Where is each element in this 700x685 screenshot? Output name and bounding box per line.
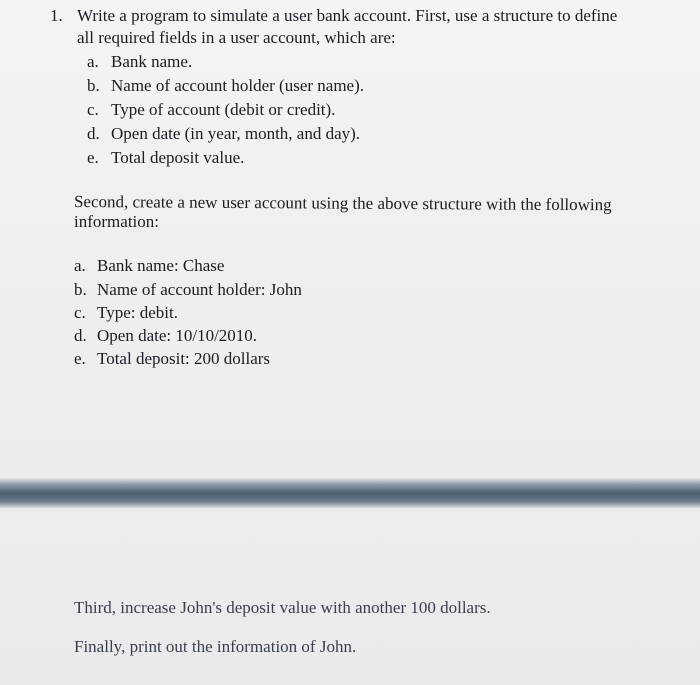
- field-item-open-date: Open date (in year, month, and day).: [111, 124, 361, 143]
- account-letter-d: d.: [74, 326, 87, 345]
- field-item-total-deposit: Total deposit value.: [111, 148, 245, 167]
- account-letter-a: a.: [74, 256, 86, 275]
- account-letter-c: c.: [74, 303, 86, 322]
- field-item-bank-name: Bank name.: [111, 52, 193, 71]
- account-item-total-deposit: Total deposit: 200 dollars: [97, 349, 271, 368]
- lower-page-section: [0, 508, 700, 685]
- account-letter-b: b.: [74, 280, 87, 299]
- second-instruction-line-1: Second, create a new user account using the above structure with the following: [73, 192, 612, 215]
- field-item-account-type: Type of account (debit or credit).: [111, 100, 336, 119]
- field-letter-e: e.: [87, 148, 99, 167]
- account-item-bank-name: Bank name: Chase: [97, 256, 225, 275]
- field-letter-b: b.: [87, 76, 100, 95]
- account-item-open-date: Open date: 10/10/2010.: [97, 326, 258, 345]
- question-intro-line-2: all required fields in a user account, which are:: [77, 28, 396, 47]
- account-item-holder: Name of account holder: John: [97, 280, 302, 299]
- question-number: 1.: [50, 6, 63, 25]
- field-letter-d: d.: [87, 124, 100, 143]
- final-instruction: Finally, print out the information of John.: [74, 637, 357, 656]
- section-divider-band: [0, 478, 700, 508]
- account-item-type: Type: debit.: [97, 303, 178, 322]
- question-intro-line-1: Write a program to simulate a user bank account. First, use a structure to define: [77, 6, 618, 25]
- field-letter-a: a.: [87, 52, 99, 71]
- field-letter-c: c.: [87, 100, 99, 119]
- field-item-account-holder: Name of account holder (user name).: [111, 76, 364, 95]
- account-letter-e: e.: [74, 349, 86, 368]
- second-instruction-line-2: information:: [74, 212, 159, 231]
- third-instruction: Third, increase John's deposit value with another 100 dollars.: [74, 598, 491, 617]
